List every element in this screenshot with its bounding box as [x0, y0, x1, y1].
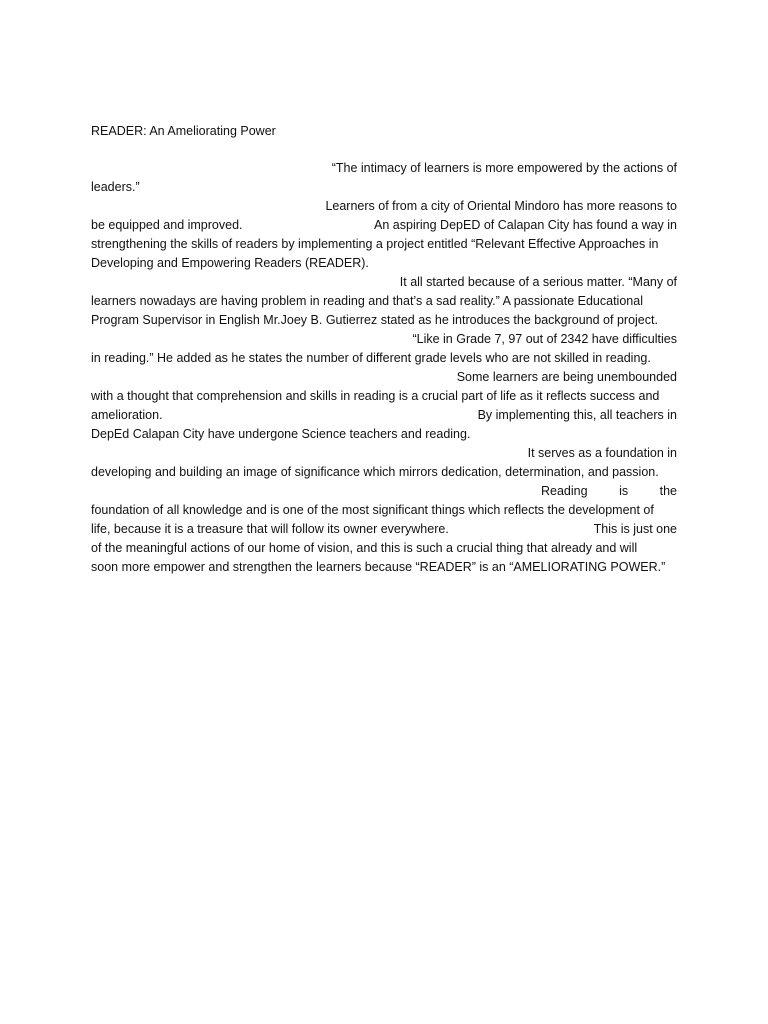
text-run: An aspiring DepED of Calapan City has found a way in — [374, 218, 677, 232]
paragraph-line — [91, 501, 677, 519]
text-run: amelioration. — [91, 408, 163, 422]
text-run: Reading — [541, 484, 588, 498]
paragraph-line — [91, 178, 677, 196]
text-run: strengthening the skills of readers by implementing a project entitled “Relevant Effective Approaches in — [91, 237, 659, 251]
paragraph-line — [91, 273, 677, 291]
text-run: It serves as a foundation in — [527, 446, 677, 460]
paragraph-line — [91, 425, 677, 443]
text-run: Program Supervisor in English Mr.Joey B. Gutierrez stated as he introduces the background of project. — [91, 313, 658, 327]
paragraph-line — [91, 292, 677, 310]
text-run: is — [619, 484, 629, 498]
paragraph-line — [91, 311, 677, 329]
text-run: life, because it is a treasure that will follow its owner everywhere. — [91, 522, 449, 536]
text-run: developing and building an image of significance which mirrors dedication, determination, and passion. — [91, 465, 659, 479]
paragraph-line — [91, 349, 677, 367]
text-run: with a thought that comprehension and skills in reading is a crucial part of life as it reflects success and — [91, 389, 660, 403]
paragraph-line — [91, 387, 677, 405]
paragraph-line — [91, 406, 677, 424]
text-run: Learners of from a city of Oriental Mindoro has more reasons to — [325, 199, 677, 213]
text-run: This is just one — [593, 522, 677, 536]
paragraph-line — [91, 197, 677, 215]
text-run: Developing and Empowering Readers (READER). — [91, 256, 369, 270]
document-title: READER: An Ameliorating Power — [91, 124, 276, 138]
text-run: It all started because of a serious matter. “Many of — [399, 275, 677, 289]
text-run: learners nowadays are having problem in reading and that’s a sad reality.” A passionate Educational — [91, 294, 643, 308]
paragraph-line — [541, 482, 677, 500]
text-run: DepEd Calapan City have undergone Science teachers and reading. — [91, 427, 471, 441]
text-run: the — [659, 484, 677, 498]
paragraph-line — [91, 216, 677, 234]
text-run: in reading.” He added as he states the number of different grade levels who are not skilled in reading. — [91, 351, 651, 365]
text-run: be equipped and improved. — [91, 218, 243, 232]
paragraph-line — [91, 368, 677, 386]
paragraph-line — [91, 159, 677, 177]
text-run: “Like in Grade 7, 97 out of 2342 have difficulties — [412, 332, 677, 346]
text-run: By implementing this, all teachers in — [477, 408, 677, 422]
text-run: of the meaningful actions of our home of vision, and this is such a crucial thing that already and will — [91, 541, 638, 555]
paragraph-line — [91, 539, 677, 557]
text-run: leaders.” — [91, 180, 140, 194]
text-run: soon more empower and strengthen the learners because “READER” is an “AMELIORATING POWER.” — [91, 560, 666, 574]
text-run: Some learners are being unembounded — [456, 370, 677, 384]
paragraph-line — [91, 520, 677, 538]
paragraph-line — [91, 444, 677, 462]
paragraph-line — [91, 254, 677, 272]
paragraph-line — [91, 330, 677, 348]
paragraph-line — [91, 235, 677, 253]
paragraph-line — [91, 463, 677, 481]
text-run: “The intimacy of learners is more empowered by the actions of — [331, 161, 677, 175]
paragraph-line — [91, 558, 677, 576]
text-run: foundation of all knowledge and is one of the most significant things which reflects the development of — [91, 503, 654, 517]
